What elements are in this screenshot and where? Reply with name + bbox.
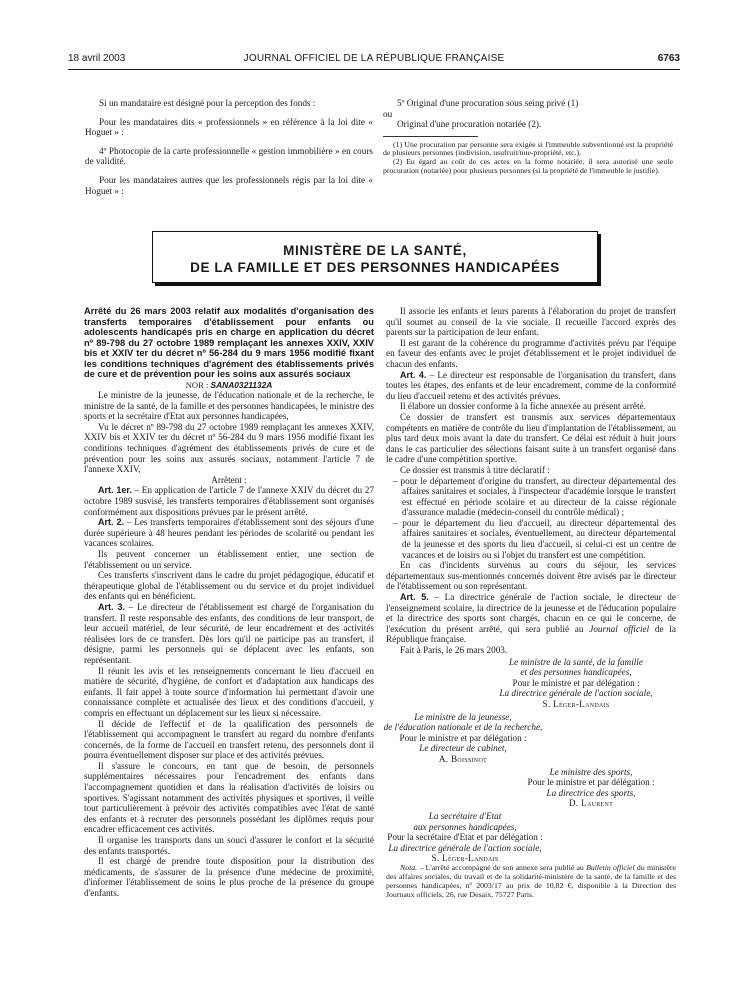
list-item: – pour le département du lieu d'accueil, au directeur départemental des affaires sanitaires et sociales, éventuellement, au directeur départemental de la jeunesse et des sports du lieu d'accueil, si celui-ci est un centre de vacances et de loisirs ou si l'objet du transfert est une compétition.	[393, 517, 676, 560]
article-3: Art. 3. – Le directeur de l'établissement est chargé de l'organisation du transfert. Il reste responsable des enfants, des conditions de leur transport, de leur accueil matériel, de leur sécurité, de leur encadrement et des activités réalisées lors de ce transfert. Dès lors qu'il ne participe pas au transfert, il désigne, parmi les personnels qui se déplacent avec les enfants, son représentant.	[84, 601, 374, 665]
paragraph: Il décide de l'effectif et de la qualification des personnels de l'établissement qui accompagnent le transfert au regard du nombre d'enfants concernés, de la forme de l'accueil en transfert retenu, des personnels dont il pourra éventuellement disposer sur place et des activités prévues.	[84, 718, 374, 761]
article-1: Art. 1er. – En application de l'article 7 de l'annexe XXIV du décret du 27 octobre 1989 susvisé, les transferts temporaires d'établissement sont organisés conformément aux dispositions prévues par le présent arrêté.	[84, 485, 374, 517]
paragraph: Il est garant de la cohérence du programme d'activités prévu par l'équipe en faveur des enfants avec le projet d'établissement et le projet individuel de chacun des enfants.	[386, 337, 676, 369]
paragraph: 4º Photocopie de la carte professionnelle « gestion immobilière » en cours de validité.	[85, 145, 373, 167]
paragraph: Pour les mandataires autres que les professionnels régis par la loi dite « Hoguet » :	[85, 174, 373, 196]
footnote: (2) Eu égard au coût de ces actes en la forme notariée, il sera autorisé une seule procuration (notariée) pour plusieurs personnes (si la propriété de l'immeuble le justifie).	[383, 157, 673, 175]
nor-reference: NOR : SANA0321132A	[185, 379, 273, 390]
article-2: Art. 2. – Les transferts temporaires d'établissement sont des séjours d'une durée supérieure à 48 heures pendant les périodes de scolarité ou pendant les vacances scolaires.	[84, 517, 374, 549]
signature-block-education: Le ministre de la jeunesse, de l'éducation nationale et de la recherche, Pour le ministre et par délégation : Le directeur de cabinet, A. Boissinot	[383, 711, 543, 764]
paragraph: Il élabore un dossier conforme à la fiche annexée au présent arrêté.	[400, 401, 646, 412]
paragraph: Il s'assure le concours, en tant que de besoin, de personnels supplémentaires nécessaires pour l'encadrement des enfants dans l'accompagnement quotidien et dans la réalisation d'activités de loisirs ou sportives. S'agissant notamment des activités physiques et sportives, il veille tout particulièrement à prévoir des activités compatibles avec l'état de santé des enfants et à recruter des personnels possédant les diplômes requis pour encadrer efficacement ces activités.	[84, 760, 374, 835]
paragraph: Ils peuvent concerner un établissement entier, une section de l'établissement ou un service.	[84, 549, 374, 570]
right-main-column	[383, 306, 676, 900]
ministry-title-line1: MINISTÈRE DE LA SANTÉ,	[283, 243, 467, 258]
left-main-column	[84, 306, 374, 899]
page-header	[68, 53, 680, 67]
paragraph: Le ministre de la jeunesse, de l'éducation nationale et de la recherche, le ministre de la santé, de la famille et des personnes handicapées, le ministre des sports et la secrétaire d'Etat aux personnes handicapées,	[84, 390, 374, 422]
top-right-column	[383, 98, 673, 176]
decree-title: Arrêté du 26 mars 2003 relatif aux modalités d'organisation des transferts temporaires d'établissement pour enfants ou adolescents handicapés pris en charge en application du décret nº 89-798 du 27 octobre 1989 remplaçant les annexes XXIV, XXIV bis et XXIV ter du décret nº 56-284 du 9 mars 1956 modifié fixant les conditions techniques d'agrément des établissements privés de cure et de prévention pour les soins aux assurés sociaux	[84, 306, 374, 379]
ministry-title-line2: DE LA FAMILLE ET DES PERSONNES HANDICAPÉES	[190, 260, 560, 275]
journal-title: JOURNAL OFFICIEL DE LA RÉPUBLIQUE FRANÇAISE	[243, 53, 505, 64]
paragraph: 5º Original d'une procuration sous seing privé (1)	[397, 98, 579, 108]
signature-block-sante: Le ministre de la santé, de la famille et des personnes handicapées, Pour le ministre et par délégation : La directrice générale de l'action sociale, S. Léger-Landais	[499, 656, 653, 709]
paragraph: Vu le décret nº 89-798 du 27 octobre 1989 remplaçant les annexes XXIV, XXIV bis et XXIV ter du décret nº 56-284 du 9 mars 1956 modifié fixant les conditions techniques d'agrément des établissements privés de cure et de prévention pour les soins aux assurés sociaux, notamment l'article 7 de l'annexe XXIV,	[84, 421, 374, 475]
nota-note: Nota. – L'arrêté accompagné de son annexe sera publié au Bulletin officiel du ministère des affaires sociales, du travail et de la solidarité-ministère de la santé, de la famille et des personnes handicapées, nº 2003/17 au prix de 10,82 €, disponible à la Direction des Journaux officiels, 26, rue Desaix, 75727 Paris.	[386, 862, 676, 899]
article-5: Art. 5. – La directrice générale de l'action sociale, le directeur de l'enseignement scolaire, la directrice de la jeunesse et de l'éducation populaire et la directrice des sports sont chargés, chacun en ce qui le concerne, de l'exécution du présent arrêté, qui sera publié au Journal officiel de la République française.	[386, 592, 676, 645]
paragraph: Il organise les transports dans un souci d'assurer le confort et la sécurité des enfants transportés.	[84, 835, 374, 856]
footnote-rule	[383, 136, 478, 137]
paragraph: Ces transferts s'inscrivent dans le cadre du projet pédagogique, éducatif et thérapeutique global de l'établissement ou du service et du projet individuel des enfants qui en bénéficient.	[84, 570, 374, 602]
paragraph: Ce dossier est transmis à titre déclaratif :	[400, 464, 550, 475]
signature-block-sports: Le ministre des sports, Pour le ministre et par délégation : La directrice des sports, D. Laurent	[527, 766, 655, 809]
paragraph: Ce dossier de transfert est transmis aux services départementaux compétents en matière de contrôle du lieu d'implantation de l'établissement, au plus tard deux mois avant la date du transfert. Ce délai est réduit à huit jours dans le cas particulier des sélections faisant suite à un transfert organisé dans le cadre d'une compétition sportive.	[386, 411, 676, 465]
list-item: – pour le département d'origine du transfert, au directeur départemental des affaires sanitaires et sociales, à l'inspecteur d'académie lorsque le transfert est effectué en période scolaire et au directeur de la caisse régionale d'assurance maladie (médecin-conseil du contrôle médical) ;	[393, 475, 676, 518]
paragraph: Il associe les enfants et leurs parents à l'élaboration du projet de transfert qu'il soumet au conseil de la vie sociale. Il recueille l'accord exprès des parents sur la participation de leur enfant.	[386, 306, 676, 338]
top-left-column	[85, 98, 373, 196]
signature-place-date: Fait à Paris, le 26 mars 2003.	[400, 645, 508, 655]
page-number: 6763	[657, 53, 680, 64]
issue-date: 18 avril 2003	[68, 53, 126, 64]
paragraph: Pour les mandataires dits « professionnels » en référence à la loi dite « Hoguet » :	[85, 116, 373, 138]
header-rule	[68, 69, 680, 70]
article-4: Art. 4. – Le directeur est responsable de l'organisation du transfert, dans toutes les étapes, des enfants et de leur encadrement, comme de la conformité du lieu d'accueil retenu et des activités prévues.	[386, 369, 676, 401]
paragraph: ou	[383, 108, 393, 119]
paragraph: Il réunit les avis et les renseignements concernant le lieu d'accueil en matière de sécurité, d'hygiène, de confort et d'adaptation aux handicaps des enfants. Il fait appel à toute source d'information lui permettant d'avoir une connaissance complète et actualisée des lieux et des conditions d'accueil, y compris en effectuant un déplacement sur les lieux si nécessaire.	[84, 665, 374, 718]
paragraph: En cas d'incidents survenus au cours du séjour, les services départementaux sus-mentionnés concernés doivent être avisés par le directeur de l'établissement ou son représentant.	[386, 560, 676, 592]
arretent: Arrêtent :	[211, 474, 247, 485]
paragraph: Original d'une procuration notariée (2).	[397, 119, 542, 130]
paragraph: Si un mandataire est désigné pour la perception des fonds :	[99, 98, 316, 108]
footnote: (1) Une procuration par personne sera exigée si l'immeuble subventionné est la propriété de plusieurs personnes (indivision, usufruit/nue-propriété, etc.).	[383, 139, 673, 158]
signature-block-secretaire: La secrétaire d'Etat aux personnes handicapées, Pour la secrétaire d'Etat et par délégation : La directrice générale de l'action sociale, S. Léger-Landais	[387, 810, 543, 864]
paragraph: Il est chargé de prendre toute disposition pour la distribution des médicaments, de s'assurer de la présence d'une médecine de proximité, d'informer l'établissement de soins le plus proche de la présence du groupe d'enfants.	[84, 856, 374, 898]
ministry-heading-box	[152, 231, 598, 283]
